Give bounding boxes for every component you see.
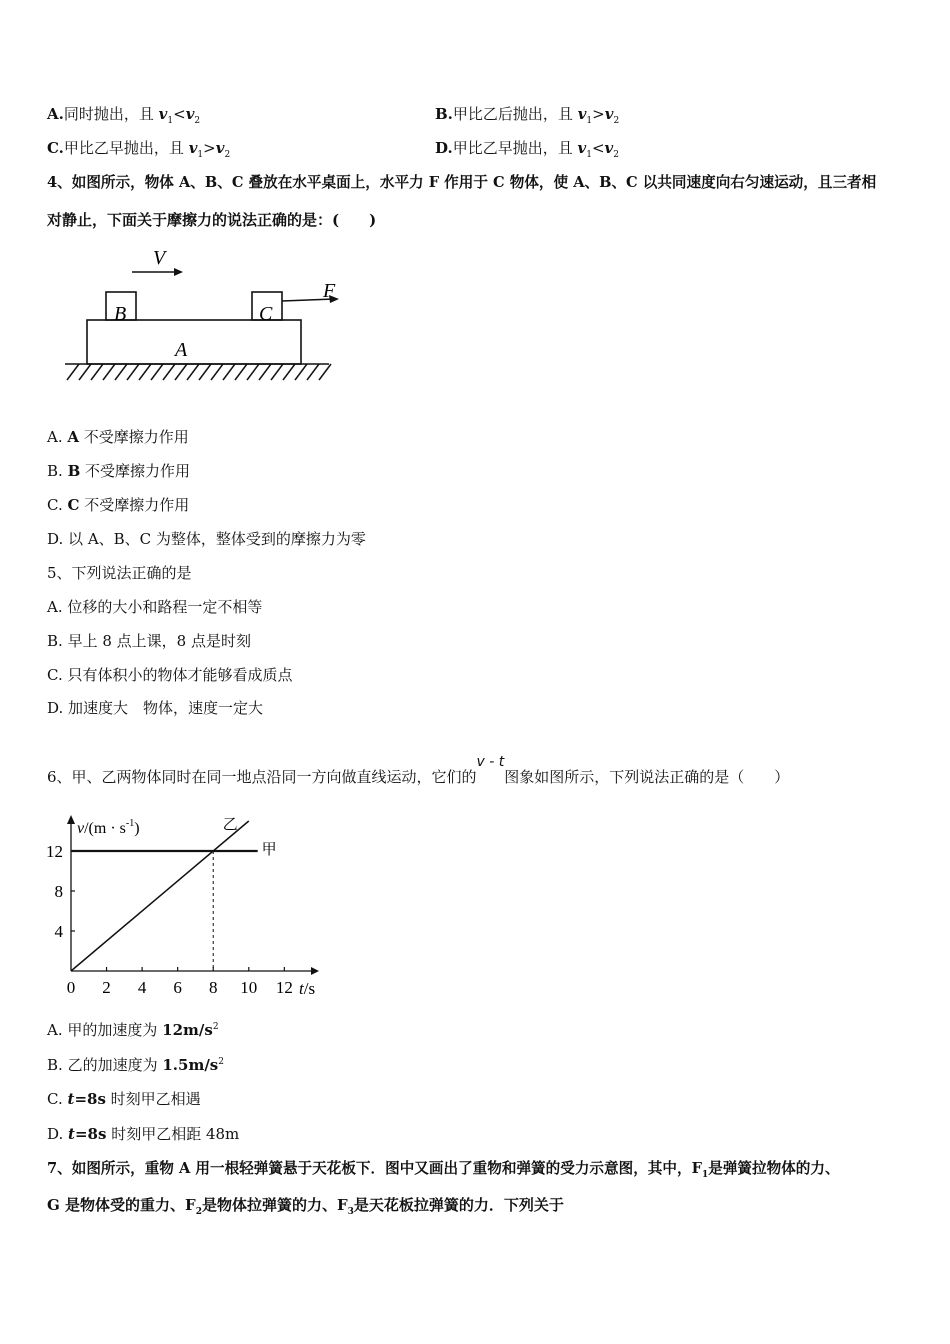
hatch-stroke bbox=[79, 364, 91, 380]
y-axis-label: $v/(m \cdot s^{-1})$ bbox=[77, 818, 140, 837]
q3-option-a: A.同时抛出，且 $v_1<v_2$ bbox=[47, 105, 201, 126]
q5-option-d: D. 加速度大 物体，速度一定大 bbox=[47, 699, 264, 717]
x-tick-label: 8 bbox=[208, 978, 218, 997]
label-b: B bbox=[114, 303, 127, 325]
q4-option-c: C. C 不受摩擦力作用 bbox=[47, 496, 190, 514]
hatch-stroke bbox=[115, 364, 127, 380]
q6-option-a: A. 甲的加速度为 $12m/s^2$ bbox=[47, 1021, 219, 1039]
q4-stem-line1: 4、如图所示，物体 A、B、C 叠放在水平桌面上，水平力 F 作用于 C 物体，使 A、B、C 以共同速度向右匀速运动，且三者相 bbox=[47, 174, 877, 191]
hatch-stroke bbox=[187, 364, 199, 380]
y-tick-label: 12 bbox=[46, 842, 63, 861]
x-tick-label: 6 bbox=[173, 978, 182, 997]
label-c: C bbox=[259, 303, 273, 325]
y-tick-label: 8 bbox=[54, 882, 63, 901]
q5-option-c: C. 只有体积小的物体才能够看成质点 bbox=[47, 666, 293, 684]
x-tick-label: 4 bbox=[137, 978, 147, 997]
hatch-stroke bbox=[247, 364, 259, 380]
q3-option-c: C.甲比乙早抛出，且 $v_1>v_2$ bbox=[47, 139, 231, 160]
q4-option-a: A. A 不受摩擦力作用 bbox=[47, 428, 189, 446]
hatch-stroke bbox=[295, 364, 307, 380]
q4-stem-line2: 对静止，下面关于摩擦力的说法正确的是：( ) bbox=[47, 211, 377, 229]
series-yi-line bbox=[71, 821, 249, 971]
hatch-stroke bbox=[151, 364, 163, 380]
hatch-stroke bbox=[283, 364, 295, 380]
x-tick-label: 10 bbox=[240, 978, 258, 997]
q4-option-b: B. B 不受摩擦力作用 bbox=[47, 462, 191, 480]
q5-option-a: A. 位移的大小和路程一定不相等 bbox=[47, 598, 263, 616]
q4-option-d: D. 以 A、B、C 为整体，整体受到的摩擦力为零 bbox=[47, 530, 366, 548]
hatch-stroke bbox=[259, 364, 271, 380]
y-tick-label: 4 bbox=[54, 922, 63, 941]
hatch-stroke bbox=[223, 364, 235, 380]
q5-stem: 5、下列说法正确的是 bbox=[47, 564, 192, 582]
block-a bbox=[87, 320, 301, 364]
hatch-stroke bbox=[199, 364, 211, 380]
q6-option-b: B. 乙的加速度为 $1.5m/s^2$ bbox=[47, 1056, 224, 1074]
hatch-stroke bbox=[139, 364, 151, 380]
hatch-stroke bbox=[211, 364, 223, 380]
q5-option-b: B. 早上 8 点上课，8 点是时刻 bbox=[47, 632, 251, 650]
q3-option-d: D.甲比乙早抛出，且 $v_1<v_2$ bbox=[435, 139, 619, 160]
hatch-stroke bbox=[319, 364, 331, 380]
x-tick-label: 2 bbox=[102, 978, 111, 997]
q4-figure bbox=[55, 240, 345, 385]
series-yi-label: 乙 bbox=[222, 817, 238, 833]
q6-vt-chart bbox=[40, 812, 340, 1002]
velocity-arrow-head bbox=[174, 268, 183, 276]
series-jia-label: 甲 bbox=[261, 842, 277, 858]
ground-hatch bbox=[67, 364, 331, 380]
hatch-stroke bbox=[235, 364, 247, 380]
hatch-stroke bbox=[67, 364, 79, 380]
label-a: A bbox=[175, 339, 188, 361]
q3-option-b: B.甲比乙后抛出，且 $v_1>v_2$ bbox=[435, 105, 620, 126]
q6-option-d: D. t=8s 时刻甲乙相距 48m bbox=[47, 1125, 240, 1143]
hatch-stroke bbox=[163, 364, 175, 380]
label-v: V bbox=[153, 247, 166, 269]
x-axis-arrow bbox=[311, 967, 319, 975]
x-tick-label: 12 bbox=[275, 978, 293, 997]
y-axis-arrow bbox=[67, 815, 75, 824]
hatch-stroke bbox=[103, 364, 115, 380]
q6-vt-inline: v - t bbox=[476, 754, 505, 770]
hatch-stroke bbox=[127, 364, 139, 380]
x-tick-label: 0 bbox=[66, 978, 76, 997]
q7-line1: 7、如图所示，重物 A 用一根轻弹簧悬于天花板下．图中又画出了重物和弹簧的受力示意图，其中，$F_1$是弹簧拉物体的力、 bbox=[47, 1160, 840, 1180]
hatch-stroke bbox=[175, 364, 187, 380]
label-f: F bbox=[323, 280, 336, 302]
q6-option-c: C. t=8s 时刻甲乙相遇 bbox=[47, 1090, 201, 1108]
q6-stem: 6、甲、乙两物体同时在同一地点沿同一方向做直线运动，它们的v - t图象如图所示，下列说法正确的是（ ） bbox=[47, 754, 790, 786]
q7-line2: G 是物体受的重力、$F_2$是物体拉弹簧的力、$F_3$是天花板拉弹簧的力．下列关于 bbox=[47, 1196, 564, 1217]
x-axis-label: t/s bbox=[299, 979, 316, 998]
hatch-stroke bbox=[271, 364, 283, 380]
hatch-stroke bbox=[91, 364, 103, 380]
hatch-stroke bbox=[307, 364, 319, 380]
